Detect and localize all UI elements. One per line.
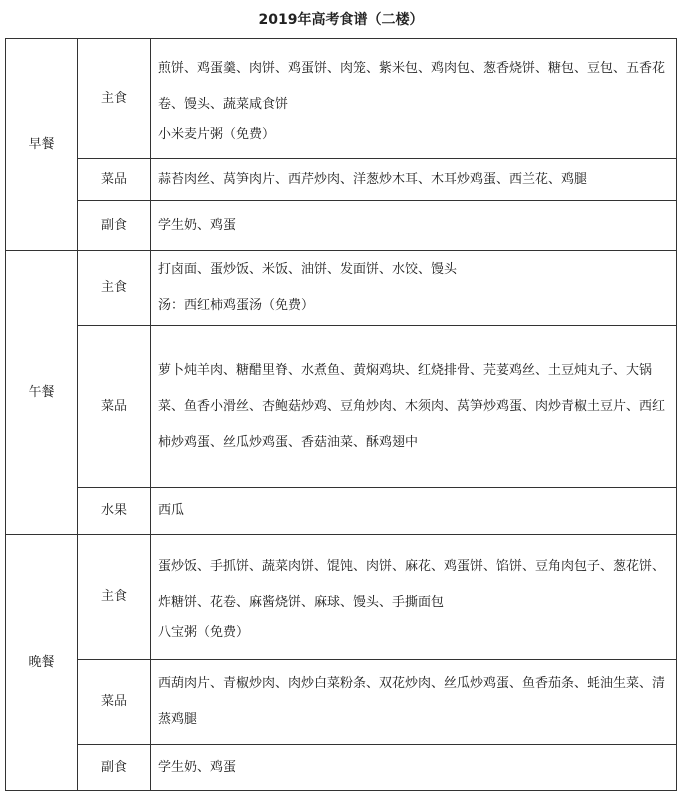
dinner-staple-row xyxy=(6,535,677,660)
dinner-dishes-list: 西葫肉片、青椒炒肉、肉炒白菜粉条、双花炒肉、丝瓜炒鸡蛋、鱼香茄条、蚝油生菜、清蒸鸡腿 xyxy=(158,676,666,727)
breakfast-staple-list: 煎饼、鸡蛋羹、肉饼、鸡蛋饼、肉笼、紫米包、鸡肉包、葱香烧饼、糖包、豆包、五香花卷、馒头、蔬菜咸食饼 xyxy=(158,60,666,112)
dinner-dishes-items xyxy=(151,660,677,745)
lunch-staple-items xyxy=(151,251,677,326)
breakfast-staple-items xyxy=(151,39,677,159)
breakfast-dishes-row xyxy=(6,159,677,201)
dinner-porridge: 八宝粥（免费） xyxy=(158,625,250,640)
dinner-staple-list: 蛋炒饭、手抓饼、蔬菜肉饼、馄饨、肉饼、麻花、鸡蛋饼、馅饼、豆角肉包子、葱花饼、炸糖饼、花卷、麻酱烧饼、麻球、馒头、手撕面包 xyxy=(158,559,666,610)
lunch-fruit-row xyxy=(6,488,677,535)
lunch-staple-row xyxy=(6,251,677,326)
meal-breakfast: 早餐 xyxy=(6,39,78,251)
category-staple: 主食 xyxy=(78,535,151,660)
lunch-dishes-row xyxy=(6,326,677,488)
breakfast-staple-row xyxy=(6,39,677,159)
breakfast-side-row xyxy=(6,201,677,251)
category-side: 副食 xyxy=(78,201,151,251)
category-fruit: 水果 xyxy=(78,488,151,535)
lunch-staple-list: 打卤面、蛋炒饭、米饭、油饼、发面饼、水饺、馒头 xyxy=(158,262,458,277)
lunch-dishes-items xyxy=(151,326,677,488)
category-dishes: 菜品 xyxy=(78,159,151,201)
dinner-dishes-row xyxy=(6,660,677,745)
breakfast-porridge: 小米麦片粥（免费） xyxy=(158,126,276,142)
category-dishes: 菜品 xyxy=(78,660,151,745)
category-staple: 主食 xyxy=(78,251,151,326)
breakfast-side-items: 学生奶、鸡蛋 xyxy=(151,201,677,251)
dinner-staple-items xyxy=(151,535,677,660)
lunch-fruit-items: 西瓜 xyxy=(151,488,677,535)
meal-dinner: 晚餐 xyxy=(6,535,78,791)
category-staple: 主食 xyxy=(78,39,151,159)
breakfast-dishes-items: 蒜苔肉丝、莴笋肉片、西芹炒肉、洋葱炒木耳、木耳炒鸡蛋、西兰花、鸡腿 xyxy=(151,159,677,201)
menu-table xyxy=(5,38,677,791)
category-side: 副食 xyxy=(78,745,151,791)
lunch-soup: 汤：西红柿鸡蛋汤（免费） xyxy=(158,298,315,313)
dinner-side-items: 学生奶、鸡蛋 xyxy=(151,745,677,791)
lunch-dishes-list: 萝卜炖羊肉、糖醋里脊、水煮鱼、黄焖鸡块、红烧排骨、芫荽鸡丝、土豆炖丸子、大锅菜、鱼香小滑丝、杏鲍菇炒鸡、豆角炒肉、木须肉、莴笋炒鸡蛋、肉炒青椒土豆片、西红柿炒鸡蛋、丝瓜炒鸡蛋、香菇油菜、酥鸡翅中 xyxy=(158,362,666,450)
dinner-side-row xyxy=(6,745,677,791)
category-dishes: 菜品 xyxy=(78,326,151,488)
meal-lunch: 午餐 xyxy=(6,251,78,535)
page-title: 2019年高考食谱（二楼） xyxy=(258,12,424,28)
